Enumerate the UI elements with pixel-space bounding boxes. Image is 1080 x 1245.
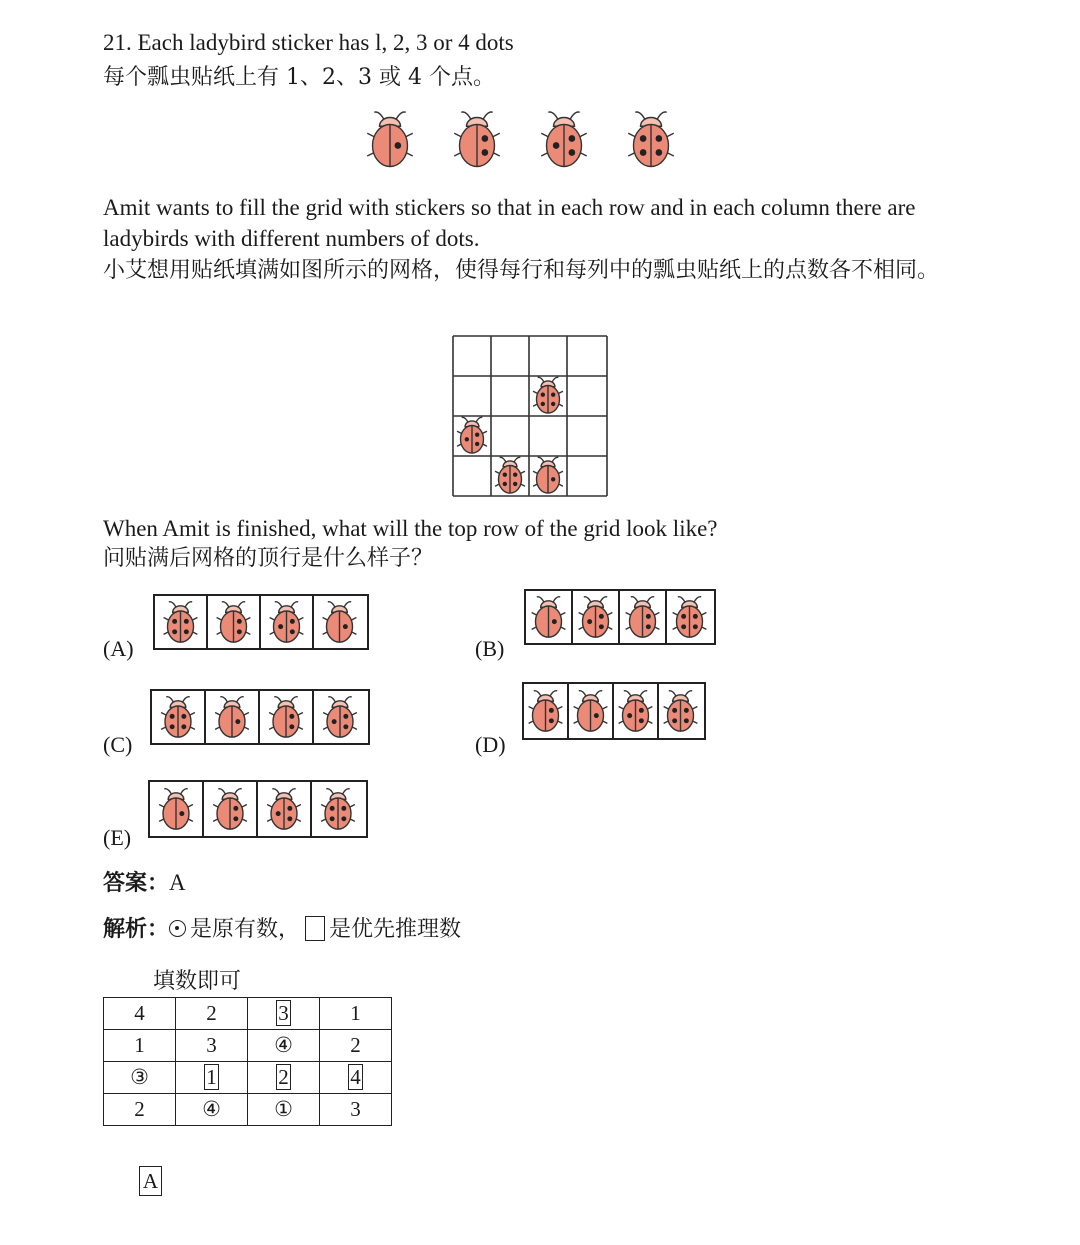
- boxed-value: 1: [206, 1065, 217, 1089]
- question-task-en: Amit wants to fill the grid with stickers so that in each row and in each column there are ladybirds with different numbers of dots.: [103, 195, 916, 251]
- option-d-label[interactable]: (D): [475, 732, 506, 757]
- option-c-label[interactable]: (C): [103, 732, 133, 757]
- box-symbol-icon: [305, 916, 325, 941]
- cell-value: ④: [274, 1033, 293, 1057]
- solution-cell: [320, 998, 392, 1030]
- ladybird-3-dots-icon: [457, 417, 487, 453]
- analysis-circle-legend: 是原有数，: [190, 917, 301, 942]
- solution-cell: [104, 1030, 176, 1062]
- question-ask-cn: 问贴满后网格的顶行是什么样子？: [103, 546, 434, 571]
- option-e-strip[interactable]: [148, 780, 368, 840]
- question-intro-en-text: Each ladybird sticker has l, 2, 3 or 4 dots: [137, 30, 514, 55]
- question-ask-en: When Amit is finished, what will the top row of the grid look like?: [103, 516, 718, 541]
- cell-value: 2: [206, 1001, 217, 1025]
- solution-cell: [176, 998, 248, 1030]
- solution-cell: [248, 1094, 320, 1126]
- question-number: 21.: [103, 30, 132, 55]
- cell-value: 1: [350, 1001, 361, 1025]
- puzzle-grid: [452, 330, 612, 498]
- ladybird-1-dots-icon: [367, 112, 413, 167]
- question-task-cn: 小艾想用贴纸填满如图所示的网格，使得每行和每列中的瓢虫贴纸上的点数各不相同。: [103, 258, 940, 283]
- cell-value: 1: [134, 1033, 145, 1057]
- ladybird-3-dots-icon: [541, 112, 587, 167]
- circle-symbol-icon: [169, 920, 186, 937]
- boxed-value: 3: [278, 1001, 289, 1025]
- analysis-box-legend: 是优先推理数: [329, 917, 462, 942]
- solution-cell: [320, 1094, 392, 1126]
- option-d-strip[interactable]: [522, 682, 706, 742]
- question-intro-en: [103, 27, 514, 58]
- solution-cell: [248, 1062, 320, 1094]
- answer-label: 答案：: [103, 870, 170, 896]
- ladybird-1-dots-icon: [533, 457, 563, 493]
- boxed-value: 2: [278, 1065, 289, 1089]
- solution-cell: [320, 1062, 392, 1094]
- cell-value: 2: [350, 1033, 361, 1057]
- answer-line: [103, 867, 186, 899]
- solution-cell: [248, 998, 320, 1030]
- final-answer-box: A: [139, 1166, 162, 1196]
- solution-cell: [248, 1030, 320, 1062]
- analysis-label: 解析：: [103, 916, 170, 942]
- solution-cell: [104, 998, 176, 1030]
- cell-value: 4: [134, 1001, 145, 1025]
- ladybird-4-dots-icon: [533, 377, 563, 413]
- cell-value: 2: [134, 1097, 145, 1121]
- option-b-label[interactable]: (B): [475, 636, 505, 661]
- solution-row: [104, 1094, 392, 1126]
- solution-row: [104, 1062, 392, 1094]
- solution-cell: [320, 1030, 392, 1062]
- cell-value: 3: [350, 1097, 361, 1121]
- boxed-value: 4: [350, 1065, 361, 1089]
- solution-cell: [176, 1094, 248, 1126]
- ladybird-4-dots-icon: [628, 112, 674, 167]
- solution-cell: [176, 1030, 248, 1062]
- solution-table: [103, 997, 392, 1126]
- cell-value: 3: [206, 1033, 217, 1057]
- solution-cell: [104, 1094, 176, 1126]
- cell-value: ④: [202, 1097, 221, 1121]
- cell-value: ③: [130, 1065, 149, 1089]
- option-a-strip[interactable]: [153, 594, 369, 652]
- cell-value: ①: [274, 1097, 293, 1121]
- question-intro-cn: 每个瓢虫贴纸上有 1、2、3 或 4 个点。: [103, 65, 495, 90]
- option-a-label[interactable]: (A): [103, 636, 134, 661]
- solution-row: [104, 1030, 392, 1062]
- ladybird-4-dots-icon: [495, 457, 525, 493]
- sticker-examples: [360, 100, 680, 180]
- analysis-line: [103, 914, 461, 945]
- option-c-strip[interactable]: [150, 689, 370, 747]
- solution-row: [104, 998, 392, 1030]
- solution-cell: [176, 1062, 248, 1094]
- option-e-label[interactable]: (E): [103, 825, 132, 850]
- answer-value: A: [169, 870, 186, 895]
- fill-note: 填数即可: [153, 969, 242, 994]
- solution-cell: [104, 1062, 176, 1094]
- ladybird-2-dots-icon: [454, 112, 500, 167]
- option-b-strip[interactable]: [524, 589, 716, 647]
